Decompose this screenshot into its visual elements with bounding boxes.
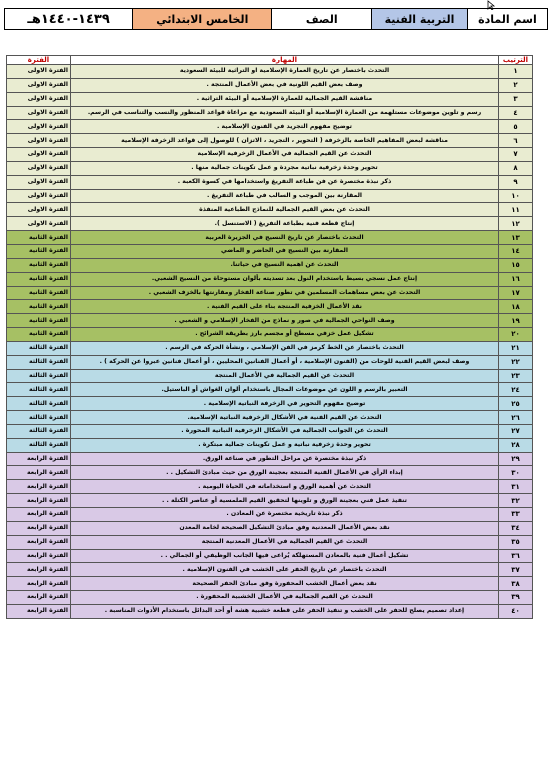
table-row [7,508,533,522]
table-row [7,189,533,203]
row-skill: التحدث عن القيم الجمالية في الأعمال المعدنية المنتجة [71,535,499,549]
row-number: ٣١ [499,480,533,494]
row-number: ٣٤ [499,521,533,535]
row-period: الفترة الاولى [7,161,71,175]
table-row [7,355,533,369]
table-row [7,452,533,466]
row-number: ٢٦ [499,411,533,425]
row-skill: مناقشة القيم الجمالية للعمارة الإسلامية أو البيئة التراثية . [71,92,499,106]
row-number: ١٦ [499,272,533,286]
row-skill: إنتاج عمل نسجي بسيط باستخدام النول بعد تسديته بألوان مستوحاة من النسيج الشعبي. [71,272,499,286]
row-skill: تشكيل أعمال فنية بالمعادن المستهلكة يُراعى فيها الجانب الوظيفي أو الجمالي . . [71,549,499,563]
row-number: ١٨ [499,300,533,314]
row-number: ٢٩ [499,452,533,466]
row-skill: رسم و تلوين موضوعات مستلهمة من العمارة الإسلامية أو البيئة السعودية مع مراعاة قواعد المنظور والنسب والتناسب في الرسم. [71,106,499,120]
table-row [7,480,533,494]
row-period: الفترة الرابعة [7,480,71,494]
row-period: الفترة الرابعة [7,494,71,508]
table-row [7,549,533,563]
row-period: الفترة الرابعة [7,508,71,522]
row-skill: التحدث عن الجوانب الجمالية في الأشكال الزخرفية النباتية المحورة . [71,424,499,438]
row-skill: التحدث باختصار عن تاريخ النسيج في الجزيرة العربية [71,231,499,245]
table-row [7,148,533,162]
row-number: ٣٧ [499,563,533,577]
row-period: الفترة الثالثة [7,397,71,411]
skills-table [6,55,533,619]
table-row [7,314,533,328]
table-row [7,106,533,120]
row-skill: توضيح مفهوم التجريد في الفنون الإسلامية . [71,120,499,134]
row-number: ١٧ [499,286,533,300]
row-skill: مناقشة لبعض المفاهيم الخاصة بالزخرفة ( التحوير ، التجريد ، الاتزان ) للوصول إلى قواعد الزخرفة الإسلامية [71,134,499,148]
table-row [7,535,533,549]
row-period: الفترة الثالثة [7,411,71,425]
row-skill: إبداء الرأي في الأعمال الفنية المنتجة بعجينة الورق من حيث مبادئ التشكيل . . [71,466,499,480]
table-row [7,397,533,411]
table-row [7,438,533,452]
row-skill: التحدث باختصار عن تاريخ العمارة الإسلامية او التراثية للبيئة السعودية [71,65,499,79]
row-period: الفترة الثانية [7,300,71,314]
row-skill: إنتاج قطعة فنية بطباعة التفريغ ( الاستنسل ). [71,217,499,231]
row-period: الفترة الثانية [7,286,71,300]
row-period: الفترة الثانية [7,231,71,245]
row-number: ٥ [499,120,533,134]
row-number: ٢٠ [499,328,533,342]
row-period: الفترة الاولى [7,189,71,203]
row-skill: التحدث عن بعض القيم الجمالية للنماذج الطباعية المنفذة [71,203,499,217]
row-number: ٢٢ [499,355,533,369]
row-skill: ذكر نبذة مختصرة عن فن طباعة التفريغ واستخدامها في كسوة الكعبة . [71,175,499,189]
row-skill: ذكر نبذة تاريخية مختصرة عن المعادن . [71,508,499,522]
row-number: ١٤ [499,244,533,258]
row-skill: التحدث عن أهمية الورق و استخداماته في الحياة اليومية . [71,480,499,494]
row-skill: توضيح مفهوم التحوير في الزخرفة النباتية الإسلامية . [71,397,499,411]
row-period: الفترة الرابعة [7,563,71,577]
row-number: ١٢ [499,217,533,231]
row-period: الفترة الرابعة [7,535,71,549]
row-skill: التحدث عن القيم الجمالية في الأعمال المنتجة [71,369,499,383]
row-number: ١١ [499,203,533,217]
row-number: ٢٤ [499,383,533,397]
table-row [7,383,533,397]
row-skill: التعبير بالرسم و اللون عن موضوعات المجال باستخدام ألوان الغواش أو الباستيل. [71,383,499,397]
subject-label: اسم المادة [467,9,547,30]
row-period: الفترة الاولى [7,217,71,231]
row-number: ٣٦ [499,549,533,563]
row-number: ١٩ [499,314,533,328]
row-skill: نقد بعض الأعمال المعدنية وفق مبادئ التشكيل الصحيحة لخامة المعدن [71,521,499,535]
row-period: الفترة الرابعة [7,604,71,618]
table-row [7,78,533,92]
table-row [7,424,533,438]
row-skill: تنفيذ عمل فني بعجينة الورق و تلوينها لتحقيق القيم الملمسية أو عناصر الكتلة . . [71,494,499,508]
row-number: ١٠ [499,189,533,203]
row-period: الفترة الرابعة [7,521,71,535]
row-period: الفترة الثانية [7,314,71,328]
row-skill: التحدث عن بعض مساهمات المسلمين في تطور صناعة الفخار ومقارنتها بالخزف الشعبي . [71,286,499,300]
grade-label: الصف [272,9,372,30]
row-number: ١ [499,65,533,79]
row-period: الفترة الرابعة [7,549,71,563]
row-period: الفترة الثالثة [7,355,71,369]
row-skill: نقد بعض أعمال الخشب المحفورة وفق مبادئ الحفر الصحيحة [71,577,499,591]
row-period: الفترة الثانية [7,328,71,342]
table-row [7,217,533,231]
row-period: الفترة الاولى [7,175,71,189]
row-number: ٩ [499,175,533,189]
row-period: الفترة الثالثة [7,383,71,397]
col-skill-header: المهارة [71,56,499,65]
row-period: الفترة الثالثة [7,438,71,452]
table-row [7,328,533,342]
row-number: ٢٣ [499,369,533,383]
col-period-header: الفترة [7,56,71,65]
row-period: الفترة الرابعة [7,452,71,466]
table-row [7,591,533,605]
row-period: الفترة الثانية [7,244,71,258]
table-row [7,577,533,591]
row-period: الفترة الاولى [7,106,71,120]
row-skill: ذكر نبذة مختصرة عن مراحل التطور في صناعة الورق. [71,452,499,466]
table-row [7,341,533,355]
row-number: ٦ [499,134,533,148]
row-period: الفترة الرابعة [7,591,71,605]
table-row [7,604,533,618]
row-number: ٣٨ [499,577,533,591]
row-number: ١٣ [499,231,533,245]
table-row [7,369,533,383]
grade-value: الخامس الابتدائي [133,9,272,30]
row-period: الفترة الثالثة [7,369,71,383]
row-number: ٢١ [499,341,533,355]
row-number: ٤٠ [499,604,533,618]
table-row [7,258,533,272]
row-number: ٨ [499,161,533,175]
row-period: الفترة الاولى [7,148,71,162]
row-number: ٣٢ [499,494,533,508]
row-number: ٢٥ [499,397,533,411]
row-skill: التحدث عن اهمية النسيج في حياتنا. [71,258,499,272]
row-skill: المقارنة بين النسيج في الحاضر و الماضي [71,244,499,258]
table-row [7,521,533,535]
row-skill: المقارنة بين الموجب و السالب في طباعة التفريغ . [71,189,499,203]
table-row [7,120,533,134]
row-skill: وصف لبعض القيم الفنية للوحات من (الفنون الإسلامية ، أو أعمال الفنانين المحليين ، أو أعمال فنانين عبروا عن الحركة ) . [71,355,499,369]
row-period: الفترة الثانية [7,272,71,286]
row-number: ٢٨ [499,438,533,452]
row-skill: التحدث عن القيم الفنية في الأشكال الزخرفية النباتية الإسلامية. [71,411,499,425]
table-row [7,286,533,300]
row-number: ٣٥ [499,535,533,549]
row-period: الفترة الثانية [7,258,71,272]
row-skill: تشكيل عمل خزفي مسطح أو مجسم بارز بطريقة الشرائح . [71,328,499,342]
row-number: ٣٣ [499,508,533,522]
table-row [7,466,533,480]
row-skill: التحدث باختصار عن الخط كرمز في الفن الإسلامي ، ونشأة الحركة في الرسم . [71,341,499,355]
row-number: ٧ [499,148,533,162]
table-row [7,161,533,175]
row-period: الفترة الثالثة [7,424,71,438]
row-period: الفترة الاولى [7,134,71,148]
col-order-header: الترتيب [499,56,533,65]
table-row [7,563,533,577]
row-number: ٣ [499,92,533,106]
row-period: الفترة الاولى [7,203,71,217]
row-skill: التحدث باختصار عن تاريخ الحفر على الخشب في الفنون الإسلامية . [71,563,499,577]
table-row [7,411,533,425]
table-header-row [7,56,533,65]
row-number: ٢ [499,78,533,92]
table-row [7,244,533,258]
table-row [7,175,533,189]
table-row [7,272,533,286]
row-number: ١٥ [499,258,533,272]
row-period: الفترة الرابعة [7,466,71,480]
table-row [7,231,533,245]
row-skill: وصف بعض القيم اللونية في بعض الأعمال المنتجة . [71,78,499,92]
row-number: ٣٠ [499,466,533,480]
row-number: ٣٩ [499,591,533,605]
table-row [7,494,533,508]
academic-year: ١٤٣٩-١٤٤٠هـ [5,9,133,30]
subject-value: التربية الفنية [372,9,468,30]
table-row [7,300,533,314]
row-period: الفترة الاولى [7,78,71,92]
row-skill: تحوير وحدة زخرفية نباتية و عمل تكوينات جمالية مبتكرة . [71,438,499,452]
row-skill: تحوير وحدة زخرفية نباتية مجردة و عمل تكوينات جمالية منها . [71,161,499,175]
header-table [4,8,548,30]
row-skill: إعداد تصميم يصلح للحفر على الخشب و تنفيذ الحفر على قطعة خشبية هشة أو أحد البدائل باستخدام الأدوات المناسبة . [71,604,499,618]
row-period: الفترة الاولى [7,92,71,106]
row-skill: التحدث عن القيم الجمالية في الأعمال الزخرفية الإسلامية [71,148,499,162]
row-number: ٤ [499,106,533,120]
row-period: الفترة الاولى [7,65,71,79]
table-row [7,203,533,217]
row-period: الفترة الاولى [7,120,71,134]
row-skill: نقد الأعمال الخزفية المنتجة بناء على القيم الفنية . [71,300,499,314]
row-period: الفترة الثالثة [7,341,71,355]
table-row [7,65,533,79]
row-period: الفترة الرابعة [7,577,71,591]
row-skill: التحدث عن القيم الجمالية في الأعمال الخشبية المحفورة . [71,591,499,605]
row-number: ٢٧ [499,424,533,438]
table-row [7,92,533,106]
row-skill: وصف النواحي الجمالية في صور و نماذج من الفخار الإسلامي و الشعبي . [71,314,499,328]
table-row [7,134,533,148]
